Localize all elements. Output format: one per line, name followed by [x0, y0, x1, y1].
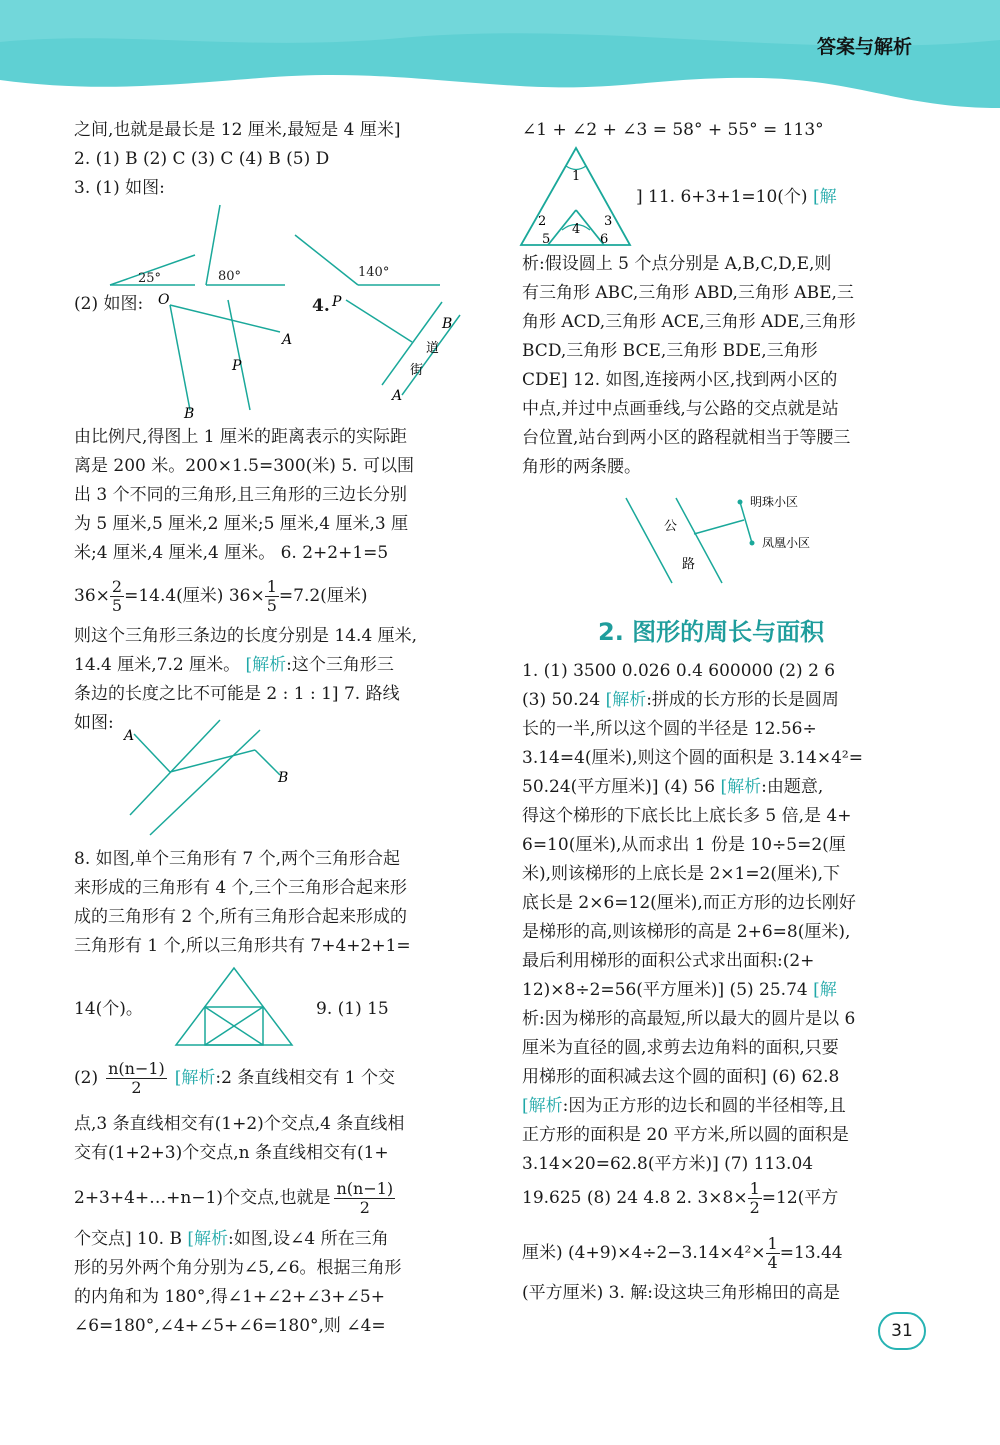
fraction-line	[74, 578, 367, 615]
text-line: 3.14×20=62.8(平方米)] (7) 113.04	[522, 1154, 814, 1174]
text-line: 2. (1) B (2) C (3) C (4) B (5) D	[74, 149, 330, 169]
text-line: 由比例尺,得图上 1 厘米的距离表示的实际距	[74, 427, 408, 447]
fraction: $\frac{2}{5}$	[111, 577, 123, 615]
svg-text:街: 街	[410, 363, 424, 378]
fraction-line	[522, 1235, 843, 1272]
text-line: 交有(1+2+3)个交点,n 条直线相交有(1+	[74, 1143, 389, 1163]
svg-text:A: A	[392, 388, 403, 404]
angle-label-25: 25°	[138, 271, 162, 286]
text-line: 6=10(厘米),从而求出 1 份是 10÷5=2(厘	[522, 835, 846, 855]
fraction: $\frac{1}{5}$	[266, 577, 277, 615]
svg-text:2: 2	[538, 214, 547, 229]
left-column-middle	[74, 423, 484, 568]
svg-text:A: A	[124, 728, 135, 744]
angle-triangle-figure	[518, 145, 633, 250]
text-line: 正方形的面积是 20 平方米,所以圆的面积是	[522, 1125, 849, 1145]
text-line: 之间,也就是最长是 12 厘米,最短是 4 厘米]	[74, 120, 401, 140]
fraction-line	[74, 1180, 395, 1217]
text-line: 是梯形的高,则该梯形的高是 2+6=8(厘米),	[522, 922, 851, 942]
text-line: 来形成的三角形有 4 个,三个三角形合起来形	[74, 878, 408, 898]
text-line: 为 5 厘米,5 厘米,2 厘米;5 厘米,4 厘米,3 厘	[74, 514, 409, 534]
angle-label-80: 80°	[218, 269, 242, 284]
text-line: [解析:因为正方形的边长和圆的半径相等,且	[522, 1096, 846, 1116]
svg-text:B: B	[278, 770, 289, 786]
text-line: 3.14=4(厘米),则这个圆的面积是 3.14×4²=	[522, 748, 863, 768]
angle-label-140: 140°	[358, 265, 390, 280]
angles-figure	[100, 200, 450, 290]
left-column-q8	[74, 845, 484, 961]
fraction: $\frac{n(n-1)}{2}$	[336, 1179, 394, 1217]
text-line: 2+3+4+…+n−1)个交点,也就是	[74, 1188, 331, 1208]
text-line: 析:因为梯形的高最短,所以最大的圆片是以 6	[522, 1009, 856, 1029]
text-line: ∠6=180°,∠4+∠5+∠6=180°,则 ∠4=	[74, 1316, 386, 1336]
text-line: 如图:	[74, 713, 114, 733]
text-line: (3) 50.24 [解析:拼成的长方形的长是圆周	[522, 690, 839, 710]
svg-text:O: O	[158, 292, 170, 308]
text-line: CDE] 12. 如图,连接两小区,找到两小区的	[522, 370, 838, 390]
text-line: ] 11. 6+3+1=10(个) [解	[636, 187, 837, 207]
text-line: 14.4 厘米,7.2 厘米。 [解析:这个三角形三	[74, 655, 394, 675]
text-line: 则这个三角形三条边的长度分别是 14.4 厘米,	[74, 626, 418, 646]
text-line: 成的三角形有 2 个,所有三角形合起来形成的	[74, 907, 408, 927]
text-line: 长的一半,所以这个圆的半径是 12.56÷	[522, 719, 817, 739]
fraction: $\frac{1}{2}$	[749, 1179, 760, 1217]
svg-text:B: B	[184, 406, 195, 420]
svg-text:4: 4	[572, 222, 581, 237]
text-line: 用梯形的面积减去这个圆的面积] (6) 62.8	[522, 1067, 840, 1087]
fraction-line	[74, 1060, 395, 1097]
svg-text:A: A	[282, 332, 293, 348]
svg-text:5: 5	[542, 232, 551, 247]
angle-ray	[295, 235, 358, 285]
fraction-line	[522, 1180, 838, 1217]
text-line: 个交点] 10. B [解析:如图,设∠4 所在三角	[74, 1229, 389, 1249]
svg-text:3: 3	[604, 214, 613, 229]
svg-text:B: B	[442, 316, 453, 332]
text-line: 4.	[312, 296, 330, 316]
text-line: 9. (1) 15	[316, 999, 389, 1019]
text-line: 出 3 个不同的三角形,且三角形的三边长分别	[74, 485, 408, 505]
text-line: =7.2(厘米)	[278, 586, 368, 606]
left-column-q10	[74, 1225, 484, 1341]
svg-text:道: 道	[426, 341, 440, 356]
page-number: 31	[878, 1312, 926, 1350]
svg-text:P: P	[232, 358, 242, 374]
text-line: 最后利用梯形的面积公式求出面积:(2+	[522, 951, 815, 971]
text-line: 有三角形 ABC,三角形 ABD,三角形 ABE,三	[522, 283, 854, 303]
text-line: 12)×8÷2=56(平方厘米)] (5) 25.74 [解	[522, 980, 837, 1000]
text-line: 得这个梯形的下底长比上底长多 5 倍,是 4+	[522, 806, 852, 826]
text-line: 三角形有 1 个,所以三角形共有 7+4+2+1=	[74, 936, 411, 956]
right-column-section2	[522, 657, 932, 1179]
svg-text:6: 6	[600, 232, 609, 247]
text-line: 台位置,站台到两小区的路程就相当于等腰三	[522, 428, 851, 448]
fraction: $\frac{n(n-1)}{2}$	[108, 1059, 165, 1097]
text-line: 1. (1) 3500 0.026 0.4 600000 (2) 2 6	[522, 661, 836, 681]
route-figure	[120, 710, 310, 840]
text-line: 8. 如图,单个三角形有 7 个,两个三角形合起	[74, 849, 401, 869]
text-line: [解析:2 条直线相交有 1 个交	[174, 1068, 395, 1088]
left-column	[74, 116, 484, 203]
right-column-q11	[522, 250, 932, 482]
text-line: 点,3 条直线相交有(1+2)个交点,4 条直线相	[74, 1114, 405, 1134]
text-line: =13.44	[779, 1243, 843, 1263]
triangle-count-figure	[172, 965, 297, 1050]
text-line: 离是 200 米。200×1.5=300(米) 5. 可以围	[74, 456, 414, 476]
text-line: 3. (1) 如图:	[74, 178, 165, 198]
text-line: 形的另外两个角分别为∠5,∠6。根据三角形	[74, 1258, 402, 1278]
text-line: 14(个)。	[74, 999, 143, 1019]
text-line: (平方厘米) 3. 解:设这块三角形棉田的高是	[522, 1283, 841, 1303]
text-line: BCD,三角形 BCE,三角形 BDE,三角形	[522, 341, 818, 361]
text-line: =12(平方	[761, 1188, 839, 1208]
text-line: 米),则该梯形的上底长是 2×1=2(厘米),下	[522, 864, 841, 884]
text-line: 19.625 (8) 24 4.8 2. 3×8×	[522, 1188, 748, 1208]
text-line: 角形 ACD,三角形 ACE,三角形 ADE,三角形	[522, 312, 856, 332]
street-figure	[330, 290, 480, 405]
section-title: 2. 图形的周长与面积	[598, 618, 825, 646]
svg-text:凤凰小区: 凤凰小区	[762, 536, 811, 550]
fraction: $\frac{1}{4}$	[767, 1234, 778, 1272]
header-title: 答案与解析	[816, 36, 912, 58]
perpendicular-figure	[150, 290, 300, 420]
text-line: 析:假设圆上 5 个点分别是 A,B,C,D,E,则	[522, 254, 832, 274]
text-line: 36×	[74, 586, 110, 606]
text-line: (2) 如图:	[74, 294, 144, 314]
text-line: 厘米为直径的圆,求剪去边角料的面积,只要	[522, 1038, 839, 1058]
svg-text:P: P	[332, 294, 342, 310]
text-line: 厘米) (4+9)×4÷2−3.14×4²×	[522, 1243, 766, 1263]
text-line: 的内角和为 180°,得∠1+∠2+∠3+∠5+	[74, 1287, 385, 1307]
text-line: 米;4 厘米,4 厘米,4 厘米。 6. 2+2+1=5	[74, 543, 389, 563]
text-line: (2)	[74, 1068, 99, 1088]
svg-text:公: 公	[664, 519, 678, 534]
svg-text:路: 路	[682, 557, 696, 572]
svg-text:明珠小区: 明珠小区	[750, 495, 799, 509]
text-line: 角形的两条腰。	[522, 457, 641, 477]
text-line: =14.4(厘米) 36×	[124, 586, 265, 606]
text-line: 条边的长度之比不可能是 2 : 1 : 1] 7. 路线	[74, 684, 400, 704]
text-line: ∠1 + ∠2 + ∠3 = 58° + 55° = 113°	[522, 120, 824, 140]
text-line: 中点,并过中点画垂线,与公路的交点就是站	[522, 399, 839, 419]
left-column-q9	[74, 1110, 484, 1168]
text-line: 50.24(平方厘米)] (4) 56 [解析:由题意,	[522, 777, 824, 797]
bus-stop-figure	[620, 488, 860, 588]
svg-text:1: 1	[572, 169, 581, 184]
text-line: 底长是 2×6=12(厘米),而正方形的边长刚好	[522, 893, 856, 913]
